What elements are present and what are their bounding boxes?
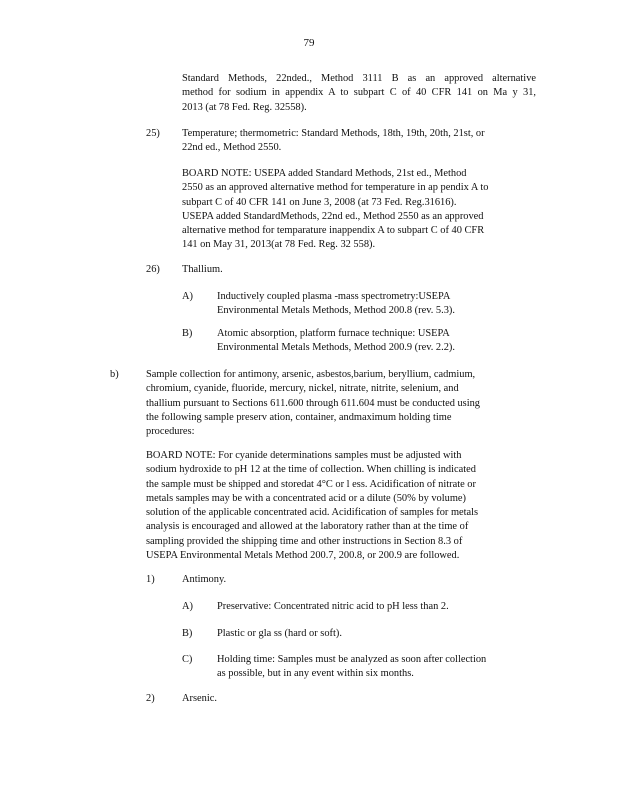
text-line: Environmental Metals Methods, Method 200.8 (rev. 5.3).	[217, 305, 455, 317]
text-line: 22nd ed., Method 2550.	[182, 142, 282, 154]
text-line: Sample collection for antimony, arsenic, asbestos,barium, beryllium, cadmium,	[146, 369, 476, 380]
sub-1a-text: Preservative: Concentrated nitric acid to pH less than 2.	[217, 601, 449, 612]
text-line: 2013 (at 78 Fed. Reg. 32558).	[182, 101, 307, 113]
board-note-b	[146, 449, 536, 563]
item-number-1: 1)	[146, 574, 155, 585]
text-line: Inductively coupled plasma -mass spectrometry:USEPA	[217, 291, 451, 302]
sub-1c-text	[217, 653, 527, 682]
text-line: alternative method for temparature inappendix A to subpart C of 40 CFR	[182, 225, 485, 237]
text-line: sodium hydroxide to pH 12 at the time of collection. When chilling is indicated	[146, 464, 476, 476]
intro-paragraph	[182, 72, 536, 115]
text-line: 2550 as an approved alternative method for temperature in ap pendix A to	[182, 182, 489, 194]
text-line: Temperature; thermometric: Standard Methods, 18th, 19th, 20th, 21st, or	[182, 128, 485, 139]
item-number-2: 2)	[146, 693, 155, 704]
section-letter-b: b)	[110, 369, 119, 380]
item-2-title: Arsenic.	[182, 693, 217, 704]
sub-letter-1b: B)	[182, 628, 193, 639]
text-line: Environmental Metals Methods, Method 200.9 (rev. 2.2).	[217, 342, 455, 354]
sub-letter-1a: A)	[182, 601, 193, 612]
text-line: 141 on May 31, 2013(at 78 Fed. Reg. 32 558).	[182, 239, 376, 251]
item-number-25: 25)	[146, 128, 160, 139]
sub-26a-text	[217, 290, 493, 319]
page-number: 79	[303, 37, 315, 49]
text-line: metals samples may be with a concentrated acid or a dilute (50% by volume)	[146, 492, 466, 504]
text-line: USEPA Environmental Metals Method 200.7, 200.8, or 200.9 are followed.	[146, 550, 460, 562]
sub-26b-text	[217, 327, 493, 356]
text-line: USEPA added StandardMethods, 22nd ed., Method 2550 as an approved	[182, 210, 484, 222]
sub-1b-text: Plastic or gla ss (hard or soft).	[217, 628, 342, 639]
item-1-title: Antimony.	[182, 574, 227, 585]
text-line: solution of the applicable concentrated acid. Acidification of samples for metals	[146, 507, 479, 519]
text-line: BOARD NOTE: For cyanide determinations samples must be adjusted with	[146, 450, 462, 461]
text-line: procedures:	[146, 426, 195, 438]
item-number-26: 26)	[146, 264, 160, 275]
text-line: Atomic absorption, platform furnace technique: USEPA	[217, 328, 450, 339]
text-line: the sample must be shipped and storedat 4°C or l ess. Acidification of nitrate or	[146, 478, 476, 490]
text-line: as possible, but in any event within six months.	[217, 668, 414, 680]
board-note-25	[182, 167, 536, 253]
text-line: method for sodium in appendix A to subpart C of 40 CFR 141 on Ma y 31,	[182, 87, 536, 99]
text-line: Standard Methods, 22nded., Method 3111 B as an approved alternative	[182, 73, 536, 84]
text-line: sampling provided the shipping time and other instructions in Section 8.3 of	[146, 535, 463, 547]
section-b-text	[146, 368, 536, 439]
text-line: analysis is encouraged and allowed at the laboratory rather than at the time of	[146, 521, 469, 533]
text-line: thallium pursuant to Sections 611.600 through 611.604 must be conducted using	[146, 397, 481, 409]
text-line: chromium, cyanide, fluoride, mercury, nickel, nitrate, nitrite, selenium, and	[146, 383, 459, 395]
text-line: Holding time: Samples must be analyzed as soon after collection	[217, 654, 487, 665]
sub-letter-1c: C)	[182, 654, 193, 665]
sub-letter-26b: B)	[182, 328, 193, 339]
text-line: subpart C of 40 CFR 141 on June 3, 2008 (at 73 Fed. Reg.31616).	[182, 196, 457, 208]
text-line: the following sample preserv ation, container, andmaximum holding time	[146, 411, 452, 423]
sub-letter-26a: A)	[182, 291, 193, 302]
item-25-text	[182, 127, 536, 156]
item-26-title: Thallium.	[182, 264, 223, 275]
text-line: BOARD NOTE: USEPA added Standard Methods, 21st ed., Method	[182, 168, 467, 179]
